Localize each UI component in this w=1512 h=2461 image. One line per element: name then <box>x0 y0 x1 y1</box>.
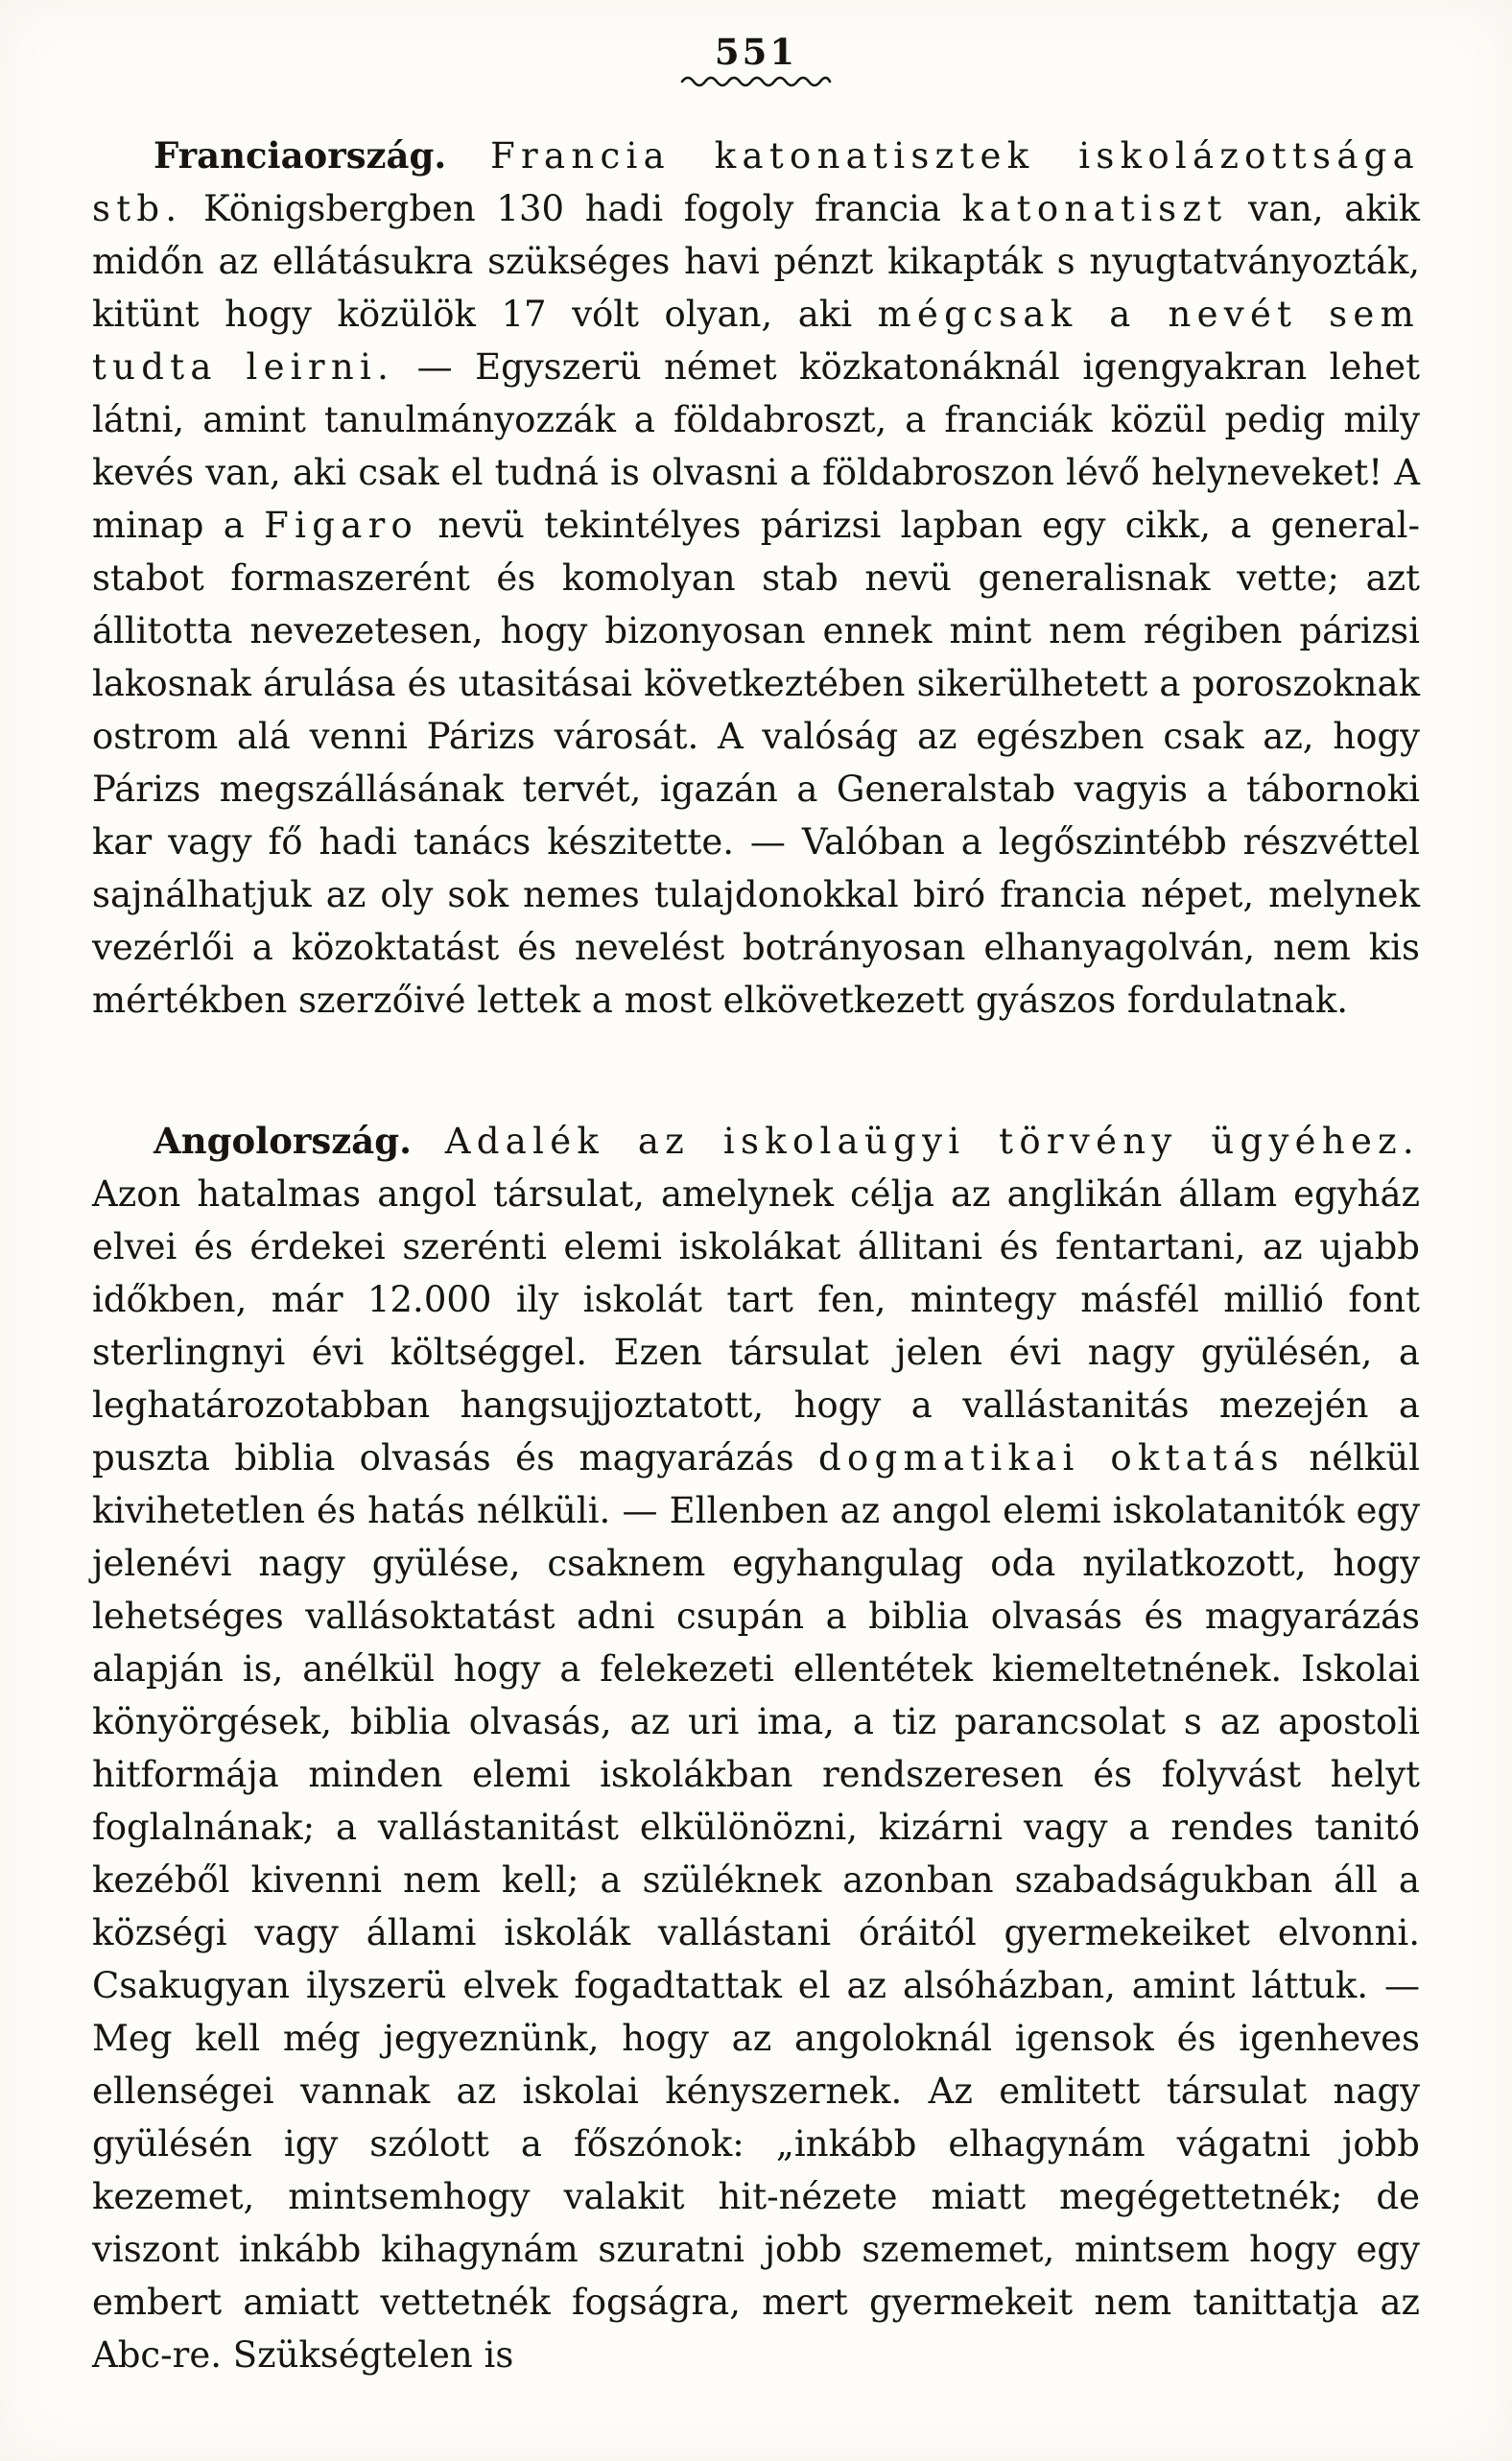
page-number: 551 <box>714 31 798 73</box>
article-subtitle-angolorszag: Adalék az iskolaügyi törvény ügyéhez. <box>411 1120 1420 1162</box>
article-franciaorszag <box>92 130 1420 1027</box>
article-body-segment: Figaro <box>264 504 419 546</box>
article-title-angolorszag: Angolország. <box>154 1119 412 1162</box>
page-body <box>92 130 1420 2381</box>
wavy-underline-icon <box>679 72 833 87</box>
page-header <box>92 33 1420 87</box>
article-body-segment: nélkül kivihetetlen és hatás nélküli. — Ellenben az angol elemi iskolatanitók egy jelenévi nagy gyülése, csaknem egyhangulag oda nyilatkozott, hogy lehetséges vallásoktatást adni csupán a biblia olvasás és magyarázás alapján is, anélkül hogy a felekezeti ellentétek kiemeltetnének. Iskolai könyörgések, biblia olvasás, az uri ima, a tiz parancsolat s az apostoli hitformája minden elemi iskolákban rendszeresen és folyvást helyt foglalnának; a vallástanitást elkülönözni, kizárni vagy a rendes tanitó kezéből kivenni nem kell; a szüléknek azonban szabadságukban áll a községi vagy állami iskolák vallástani óráitól gyermekeiket elvonni. Csakugyan ilyszerü elvek fogadtattak el az alsóházban, amint láttuk. — Meg kell még jegyeznünk, hogy az angoloknál igensok és igenheves ellenségei vannak az iskolai kényszernek. Az emlitett társulat nagy gyülésén igy szólott a főszónok: „inkább elhagynám vágatni jobb kezemet, mintsemhogy valakit hit-nézete miatt megégettetnék; de viszont inkább kihagynám szuratni jobb szememet, mintsem hogy egy embert amiatt vettetnék fogságra, mert gyermekeit nem tanittatja az Abc-re. Szükségtelen is <box>92 1436 1421 2376</box>
article-body-segment: van, akik midőn az ellátásukra szükséges havi pénzt kikapták s nyugtatványozták, kitünt hogy közülök 17 vólt olyan, aki <box>92 187 1420 335</box>
article-subtitle-franciaorszag: Francia katonatisztek iskolázottsága stb. <box>92 134 1420 229</box>
article-body-segment: Königsbergben 130 hadi fogoly francia <box>182 187 962 229</box>
article-title-franciaorszag: Franciaország. <box>154 133 447 177</box>
article-body-segment: nevü tekintélyes párizsi lapban egy cikk, a general-stabot formaszerént és komolyan stab nevü generalisnak vette; azt állitotta nevezetesen, hogy bizonyosan ennek mint nem régiben párizsi lakosnak árulása és utasitásai következtében sikerülhetett a poroszoknak ostrom alá venni Párizs városát. A valóság az egészben csak az, hogy Párizs megszállásának tervét, igazán a Generalstab vagyis a tábornoki kar vagy fő hadi tanács készitette. — Valóban a legőszintébb részvéttel sajnálhatjuk az oly sok nemes tulajdonokkal biró francia népet, melynek vezérlői a közoktatást és nevelést botrányosan elhanyagolván, nem kis mértékben szerzőivé lettek a most elkövetkezett gyászos fordulatnak. <box>92 504 1421 1021</box>
article-body-segment: katonatiszt <box>961 187 1228 229</box>
article-body-segment: Azon hatalmas angol társulat, amelynek célja az anglikán állam egyház elvei és érdekei szerénti elemi iskolákat állitani és fentartani, az ujabb időkben, már 12.000 ily iskolát tart fen, mintegy másfél millió font sterlingnyi évi költséggel. Ezen társulat jelen évi nagy gyülésén, a leghatározotabban hangsujjoztatott, hogy a vallástanitás mezején a puszta biblia olvasás és magyarázás <box>92 1172 1420 1479</box>
article-body-segment: dogmatikai oktatás <box>817 1436 1285 1479</box>
article-angolorszag <box>92 1115 1420 2381</box>
article-body-segment: mégcsak a nevét sem tudta leirni. <box>92 293 1420 388</box>
article-body-segment: — Egyszerü német közkatonáknál igengyakran lehet látni, amint tanulmányozzák a földabroszt, a franciák közül pedig mily kevés van, aki csak el tudná is olvasni a földabroszon lévő helyneveket! A minap a <box>92 345 1420 546</box>
